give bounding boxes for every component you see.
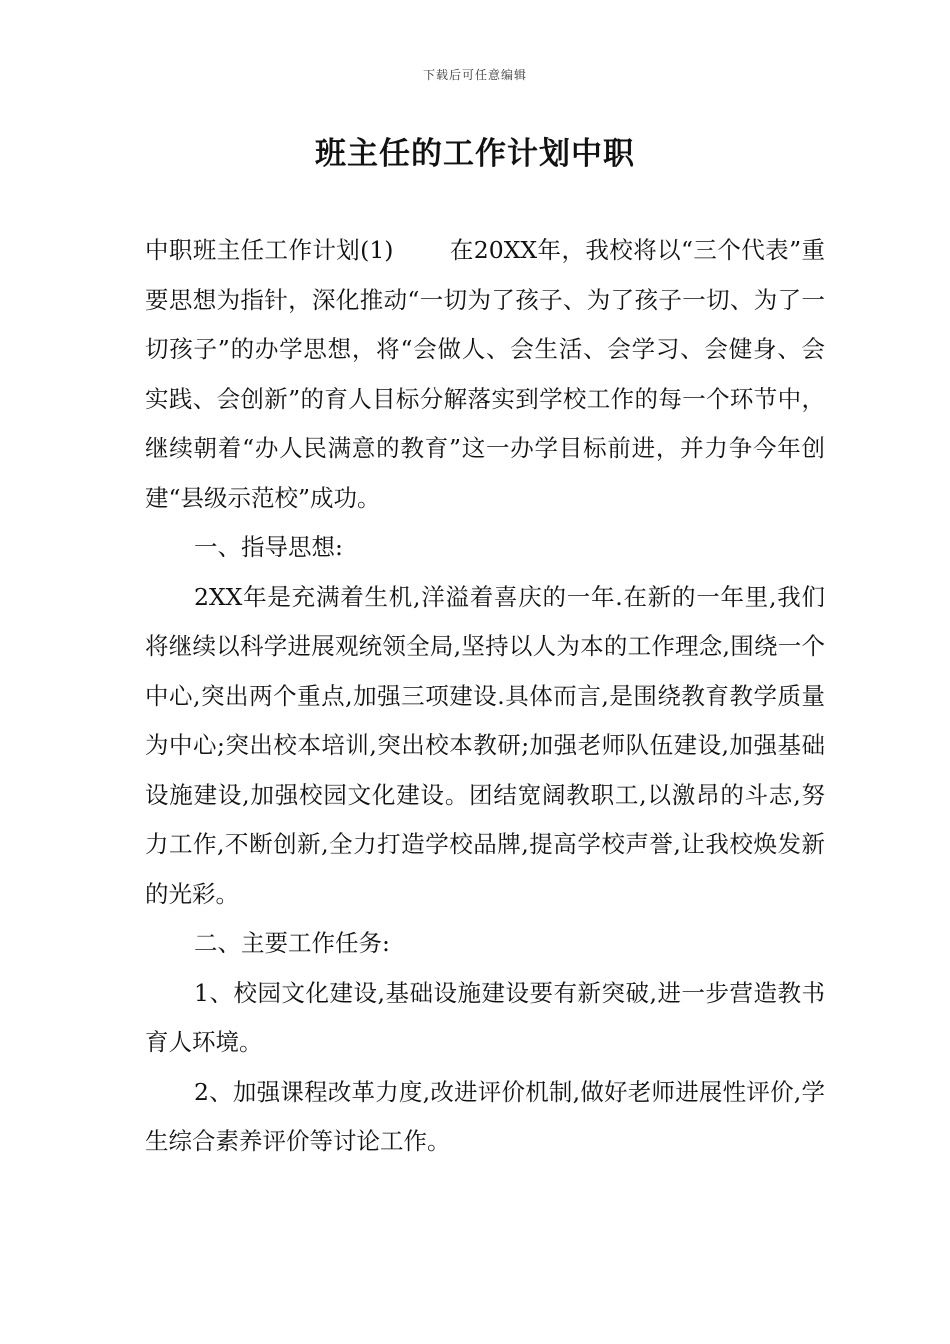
intro-text: 在20XX年，我校将以“三个代表”重要思想为指针，深化推动“一切为了孩子、为了孩子一切、为了一切孩子”的办学思想，将“会做人、会生活、会学习、会健身、会实践、会创新”的育人目标分解落实到学校工作的每一个环节中，继续朝着“办人民满意的教育”这一办学目标前进，并力争今年创建“县级示范校”成功。: [145, 236, 825, 512]
header-note: 下载后可任意编辑: [422, 68, 527, 82]
task-item-2: 2、加强课程改革力度,改进评价机制,做好老师进展性评价,学生综合素养评价等讨论工作。: [145, 1077, 825, 1155]
document-body: [145, 226, 825, 1167]
intro-label: 中职班主任工作计划(1): [145, 236, 394, 264]
section1-heading: 一、指导思想:: [194, 533, 343, 561]
section1-paragraph: 2XX年是充满着生机,洋溢着喜庆的一年.在新的一年里,我们将继续以科学进展观统领全局,坚持以人为本的工作理念,围绕一个中心,突出两个重点,加强三项建设.具体而言,是围绕教育教学质量为中心;突出校本培训,突出校本教研;加强老师队伍建设,加强基础设施建设,加强校园文化建设。团结宽阔教职工,以激昂的斗志,努力工作,不断创新,全力打造学校品牌,提高学校声誉,让我校焕发新的光彩。: [145, 582, 825, 908]
document-title: 班主任的工作计划中职: [315, 136, 635, 172]
intro-paragraph: [145, 226, 825, 523]
task-item-1: 1、校园文化建设,基础设施建设要有新突破,进一步营造教书育人环境。: [145, 978, 825, 1056]
section2-heading: 二、主要工作任务:: [194, 929, 390, 957]
